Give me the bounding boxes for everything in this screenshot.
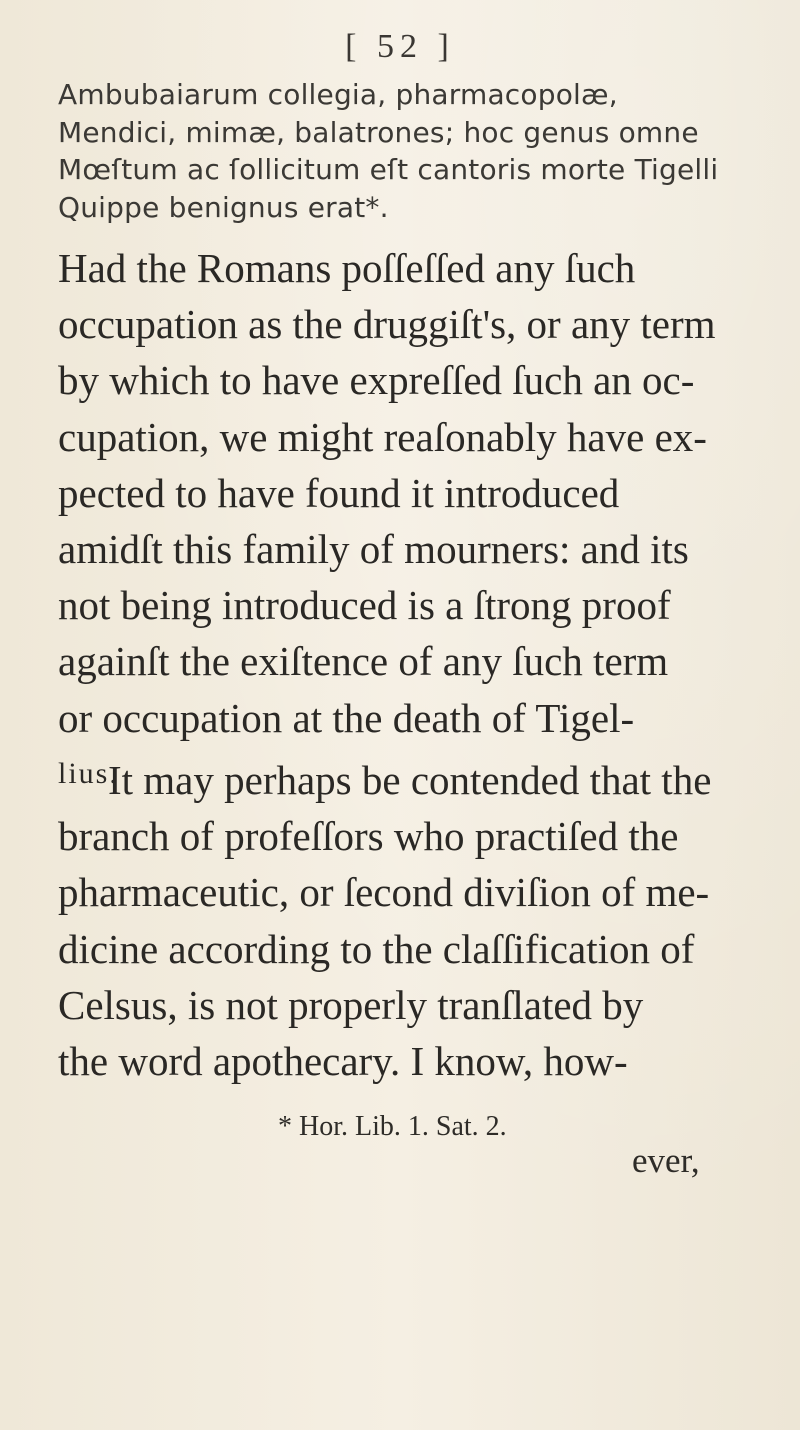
text-line: againſt the exiſtence of any ſuch term: [58, 638, 669, 685]
catchword: ever,: [632, 1141, 700, 1180]
verse-quotation: [58, 76, 748, 226]
text-line: occupation as the druggiſt's, or any term: [58, 301, 716, 348]
text-line: amidſt this family of mourners: and its: [58, 526, 689, 573]
footnote: * Hor. Lib. 1. Sat. 2.: [278, 1111, 507, 1142]
text-line: dicine according to the claſſification of: [58, 925, 695, 972]
text-line: cupation, we might reaſonably have ex-: [58, 413, 707, 460]
text-line: Had the Romans poſſeſſed any ſuch: [58, 245, 636, 291]
text-line: pected to have found it introduced: [58, 469, 620, 516]
paragraph-1: [58, 240, 758, 802]
verse-line: Mœſtum ac ſollicitum eſt cantoris morte Tigelli: [58, 153, 719, 186]
text-line: It may perhaps be contended that the: [108, 757, 712, 803]
text-line: branch of profeſſors who practiſed the: [58, 813, 679, 860]
paragraph-2: [58, 752, 758, 1089]
text-line: pharmaceutic, or ſecond diviſion of me-: [58, 869, 710, 916]
text-line: or occupation at the death of Tigel-: [58, 694, 635, 741]
verse-line: Mendici, mimæ, balatrones; hoc genus omne: [58, 115, 699, 149]
text-line: not being introduced is a ſtrong proof: [58, 582, 671, 629]
text-line: by which to have expreſſed ſuch an oc-: [58, 357, 695, 404]
text-line: lius.: [58, 756, 119, 790]
text-line: Celsus, is not properly tranſlated by: [58, 981, 644, 1028]
verse-line: Ambubaiarum collegia, pharmacopolæ,: [58, 78, 618, 111]
verse-line: Quippe benignus erat*.: [58, 190, 389, 224]
page-number: [ 52 ]: [345, 28, 455, 65]
text-line: the word apothecary. I know, how-: [58, 1038, 628, 1085]
